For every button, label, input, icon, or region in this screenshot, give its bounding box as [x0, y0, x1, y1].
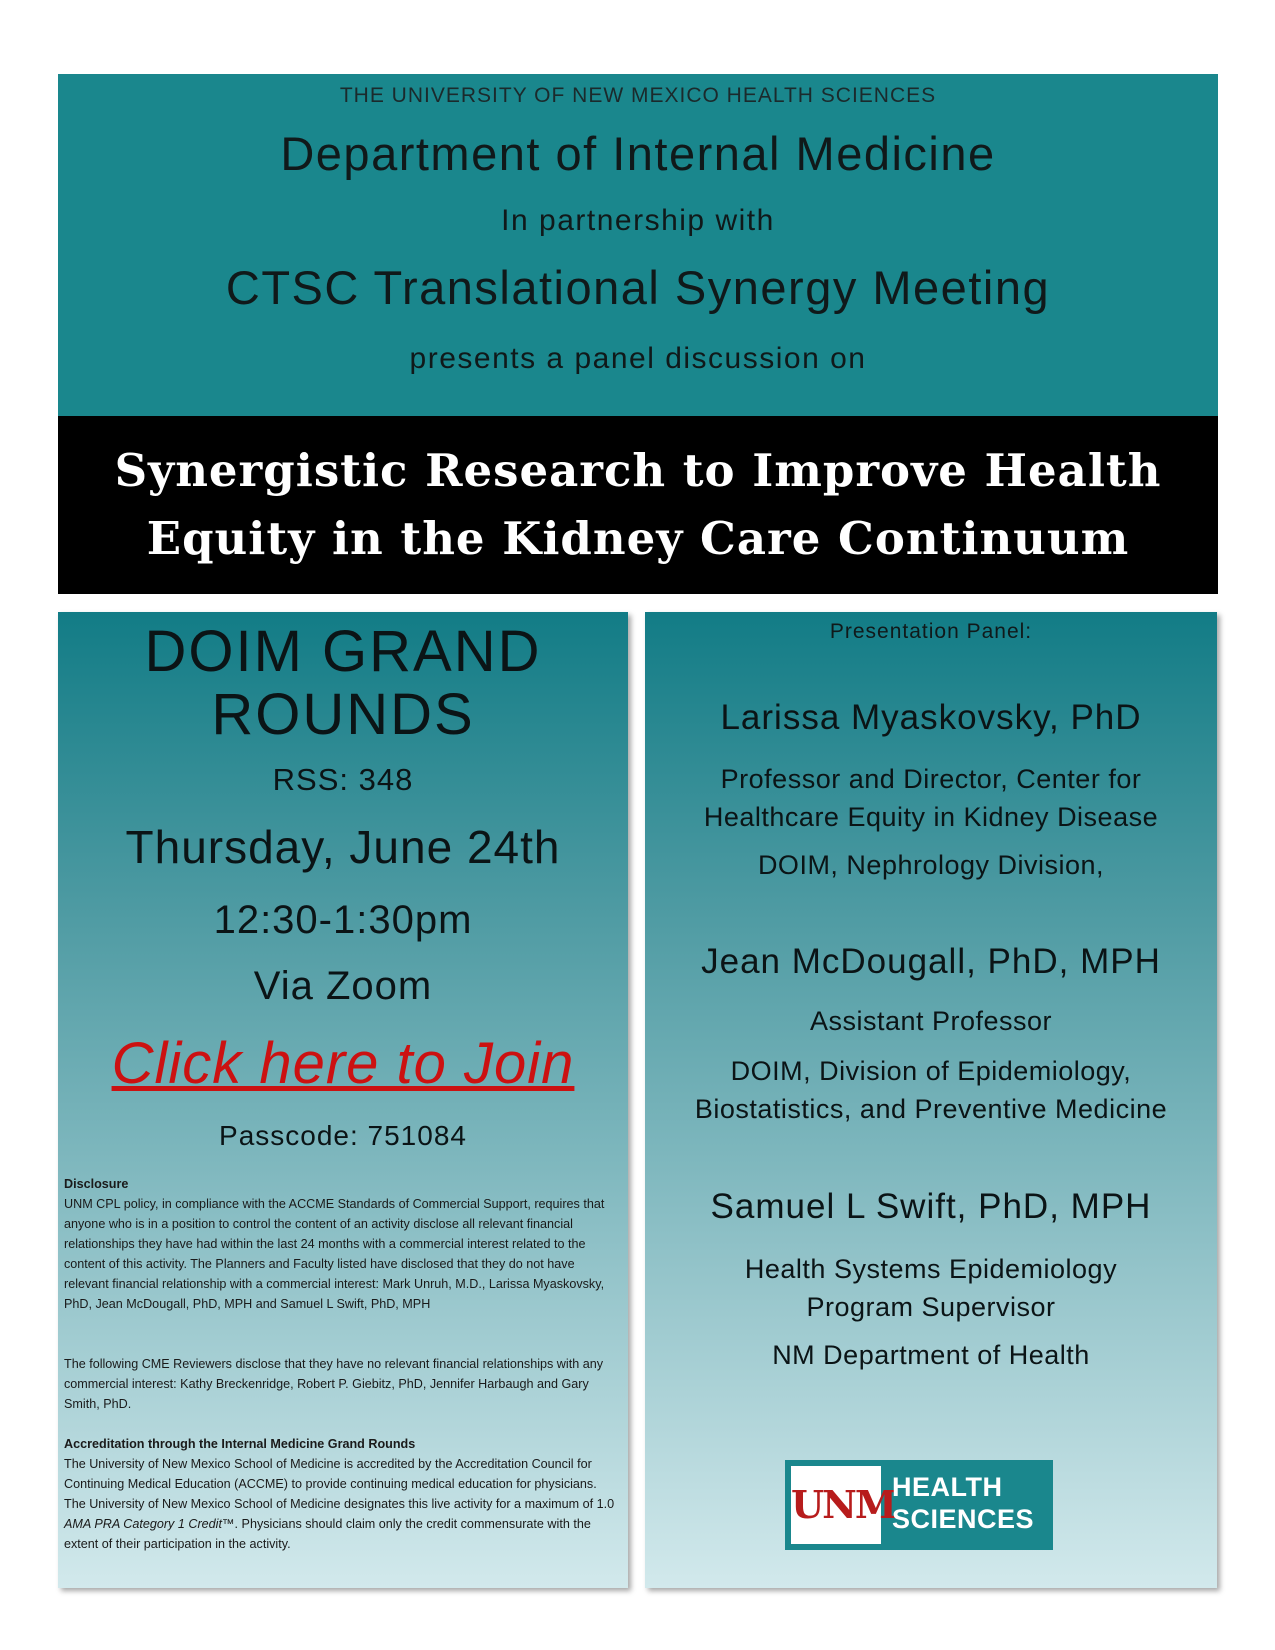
panel-label: Presentation Panel:	[829, 620, 1033, 643]
panelist-1-role-line-1: Professor and Director, Center for	[720, 764, 1142, 794]
header-banner	[58, 74, 1218, 416]
panelist-1-role	[645, 760, 1217, 836]
zoom-passcode: Passcode: 751084	[219, 1120, 467, 1151]
panelist-3-affiliation: NM Department of Health	[772, 1340, 1090, 1370]
event-time: 12:30-1:30pm	[213, 898, 473, 942]
accreditation-body-part-2: . Physicians should claim only the credit commensurate with the extent of their participation in the activity.	[64, 1517, 591, 1551]
event-title-line-1: Synergistic Research to Improve Health	[114, 444, 1162, 497]
event-title-bar	[58, 416, 1218, 594]
panelist-3-role	[645, 1250, 1217, 1326]
event-date: Thursday, June 24th	[125, 821, 561, 873]
event-venue: Via Zoom	[253, 964, 433, 1008]
meeting-name: CTSC Translational Synergy Meeting	[225, 261, 1051, 314]
accreditation-body	[64, 1454, 618, 1554]
ama-credit-text: AMA PRA Category 1 Credit™	[64, 1517, 235, 1531]
event-name-line-1: DOIM GRAND	[144, 619, 542, 684]
logo-text-line-1: HEALTH	[892, 1472, 1003, 1502]
event-name-line-2: ROUNDS	[211, 682, 475, 747]
event-name	[58, 620, 628, 746]
department-name: Department of Internal Medicine	[280, 127, 996, 180]
unm-logo-mark: UNM	[791, 1466, 881, 1544]
panelist-2-affiliation-line-2: Biostatistics, and Preventive Medicine	[694, 1094, 1168, 1124]
presents-text: presents a panel discussion on	[409, 342, 867, 375]
panelist-3-role-line-1: Health Systems Epidemiology	[744, 1254, 1118, 1284]
join-zoom-link[interactable]: Click here to Join	[111, 1031, 575, 1096]
logo-text	[892, 1471, 1034, 1535]
panelist-2-affiliation-line-1: DOIM, Division of Epidemiology,	[730, 1056, 1132, 1086]
panelist-1-affiliation: DOIM, Nephrology Division,	[757, 850, 1105, 880]
cme-reviewers-text: The following CME Reviewers disclose that they have no relevant financial relationships with any commercial interest: Kathy Breckenridge, Robert P. Giebitz, PhD, Jennifer Harbaugh and Gary Smith, PhD.	[64, 1357, 604, 1411]
accreditation-body-part-1: The University of New Mexico School of Medicine is accredited by the Accreditation Council for Continuing Medical Education (ACCME) to provide continuing medical education for physicians. The University of New Mexico School of Medicine designates this live activity for a maximum of 1.0	[64, 1457, 615, 1511]
panelist-2-affiliation	[645, 1052, 1217, 1128]
institution-name: THE UNIVERSITY OF NEW MEXICO HEALTH SCIENCES	[339, 84, 937, 107]
panelist-2-name: Jean McDougall, PhD, MPH	[701, 942, 1161, 981]
disclosure-heading: Disclosure	[64, 1177, 129, 1191]
event-details-panel	[58, 612, 628, 1588]
partnership-text: In partnership with	[501, 204, 775, 237]
disclosure-section	[64, 1174, 618, 1314]
disclosure-body: UNM CPL policy, in compliance with the ACCME Standards of Commercial Support, requires that anyone who is in a position to control the content of an activity disclose all relevant financial relationships they have had within the last 24 months with a commercial interest related to the content of this activity. The Planners and Faculty listed have disclosed that they do not have relevant financial relationship with a commercial interest: Mark Unruh, M.D., Larissa Myaskovsky, PhD, Jean McDougall, PhD, MPH and Samuel L Swift, PhD, MPH	[64, 1197, 605, 1311]
panelist-3-name: Samuel L Swift, PhD, MPH	[710, 1187, 1152, 1226]
accreditation-section	[64, 1434, 618, 1554]
event-title-line-2: Equity in the Kidney Care Continuum	[146, 512, 1130, 565]
panelist-1-role-line-2: Healthcare Equity in Kidney Disease	[703, 802, 1159, 832]
panelist-2-role: Assistant Professor	[809, 1006, 1053, 1036]
rss-number: RSS: 348	[272, 762, 414, 797]
logo-text-line-2: SCIENCES	[892, 1504, 1035, 1534]
unm-health-sciences-logo	[785, 1460, 1053, 1550]
presentation-panel	[645, 612, 1217, 1588]
panelist-1-name: Larissa Myaskovsky, PhD	[720, 698, 1142, 737]
accreditation-heading: Accreditation through the Internal Medicine Grand Rounds	[64, 1437, 416, 1451]
panelist-3-role-line-2: Program Supervisor	[806, 1292, 1056, 1322]
